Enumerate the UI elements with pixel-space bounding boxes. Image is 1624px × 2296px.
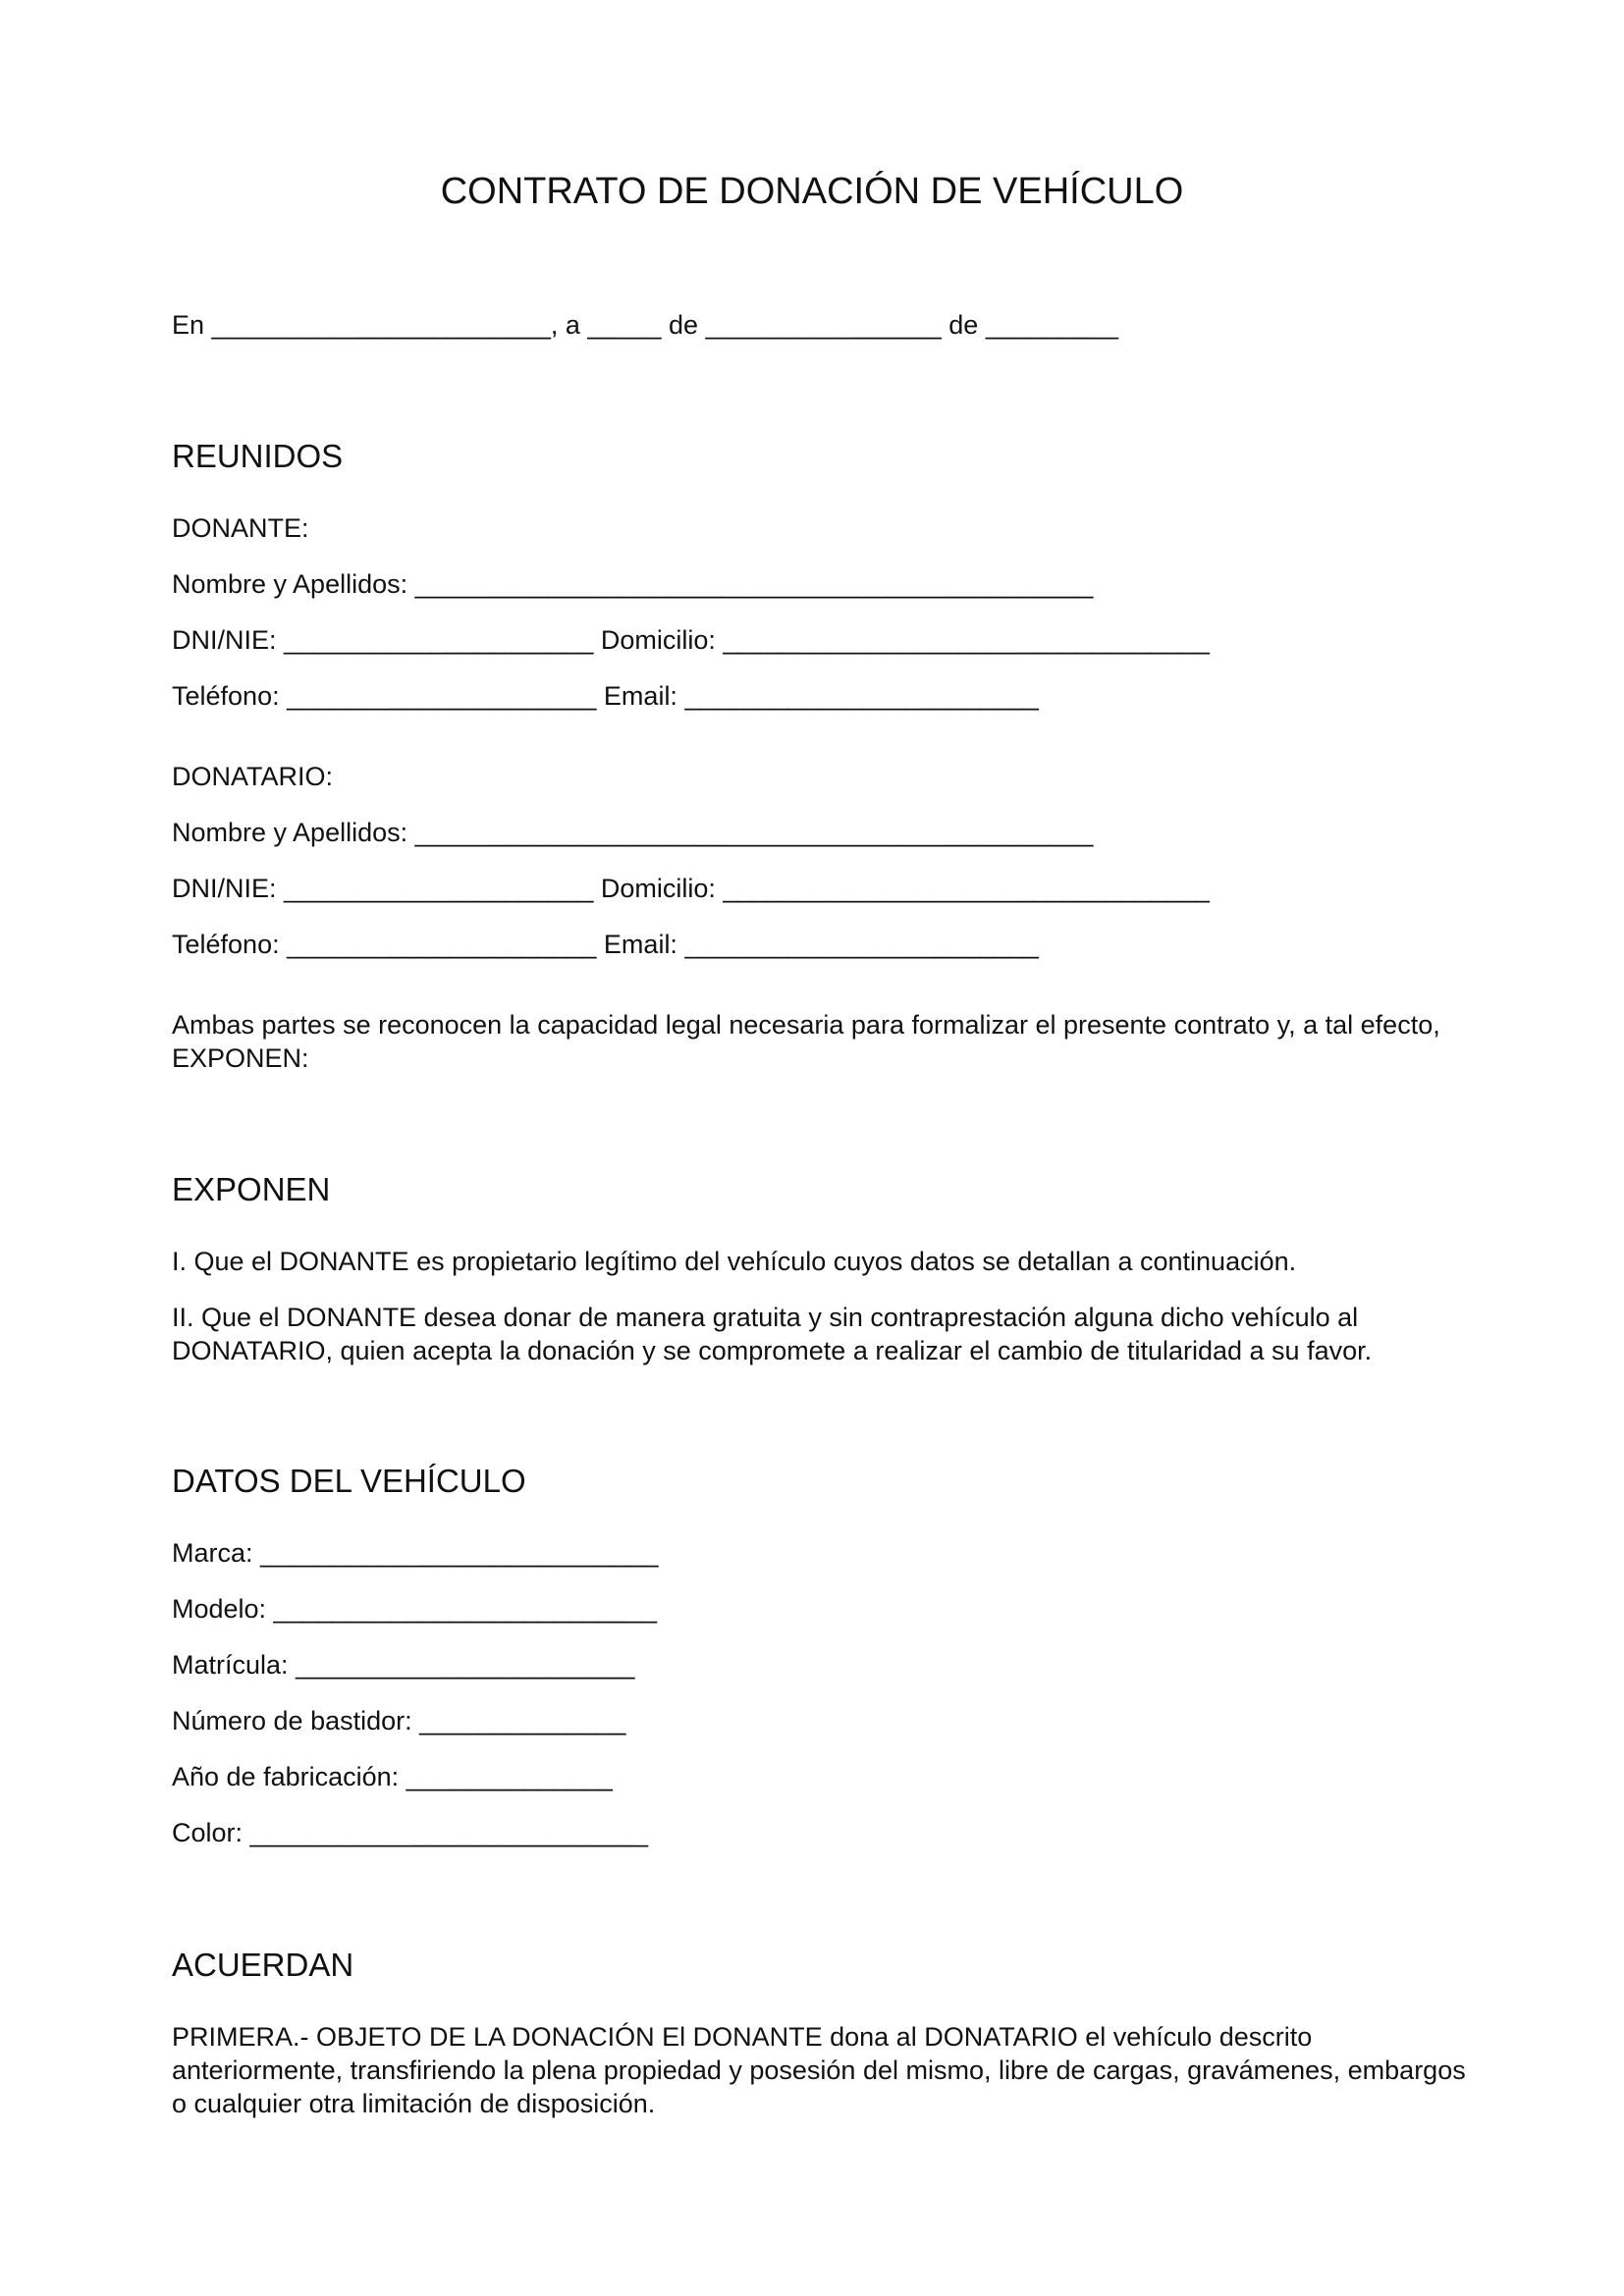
capacity-paragraph: Ambas partes se reconocen la capacidad legal necesaria para formalizar el presente contrato y, a tal efecto, EXPONEN: <box>172 1010 1440 1073</box>
vehiculo-bastidor-line: Número de bastidor: ______________ <box>172 1706 626 1735</box>
exponen-item-1: I. Que el DONANTE es propietario legítimo del vehículo cuyos datos se detallan a continuación. <box>172 1247 1297 1276</box>
vehiculo-color-line: Color: ___________________________ <box>172 1818 648 1847</box>
place-date-line: En _______________________, a _____ de ________________ de _________ <box>172 310 1118 340</box>
donatario-dni-domicilio-line: DNI/NIE: _____________________ Domicilio: _________________________________ <box>172 874 1210 903</box>
vehiculo-heading: DATOS DEL VEHÍCULO <box>172 1463 526 1499</box>
vehiculo-anio-line: Año de fabricación: ______________ <box>172 1762 613 1791</box>
vehiculo-marca-line: Marca: ___________________________ <box>172 1538 659 1568</box>
document-title: CONTRATO DE DONACIÓN DE VEHÍCULO <box>440 171 1184 212</box>
donatario-telefono-email-line: Teléfono: _____________________ Email: ________________________ <box>172 930 1039 959</box>
exponen-heading: EXPONEN <box>172 1171 331 1207</box>
donatario-name-line: Nombre y Apellidos: ______________________________________________ <box>172 818 1094 847</box>
exponen-item-2: II. Que el DONANTE desea donar de manera gratuita y sin contraprestación alguna dicho vehículo al DONATARIO, quien acepta la donación y se compromete a realizar el cambio de titularidad a su favor. <box>172 1303 1373 1365</box>
donante-name-line: Nombre y Apellidos: ______________________________________________ <box>172 569 1094 599</box>
acuerdan-heading: ACUERDAN <box>172 1947 354 1983</box>
donante-label: DONANTE: <box>172 513 309 543</box>
vehiculo-modelo-line: Modelo: __________________________ <box>172 1594 657 1624</box>
reunidos-heading: REUNIDOS <box>172 438 344 474</box>
donante-telefono-email-line: Teléfono: _____________________ Email: ________________________ <box>172 681 1039 711</box>
acuerdan-primera: PRIMERA.- OBJETO DE LA DONACIÓN El DONANTE dona al DONATARIO el vehículo descrito anteriormente, transfiriendo la plena propiedad y posesión del mismo, libre de cargas, gravámenes, embargos o cualquier otra limitación de disposición. <box>172 2022 1466 2118</box>
donante-dni-domicilio-line: DNI/NIE: _____________________ Domicilio: _________________________________ <box>172 625 1210 655</box>
donatario-label: DONATARIO: <box>172 762 334 791</box>
vehiculo-matricula-line: Matrícula: _______________________ <box>172 1650 635 1680</box>
